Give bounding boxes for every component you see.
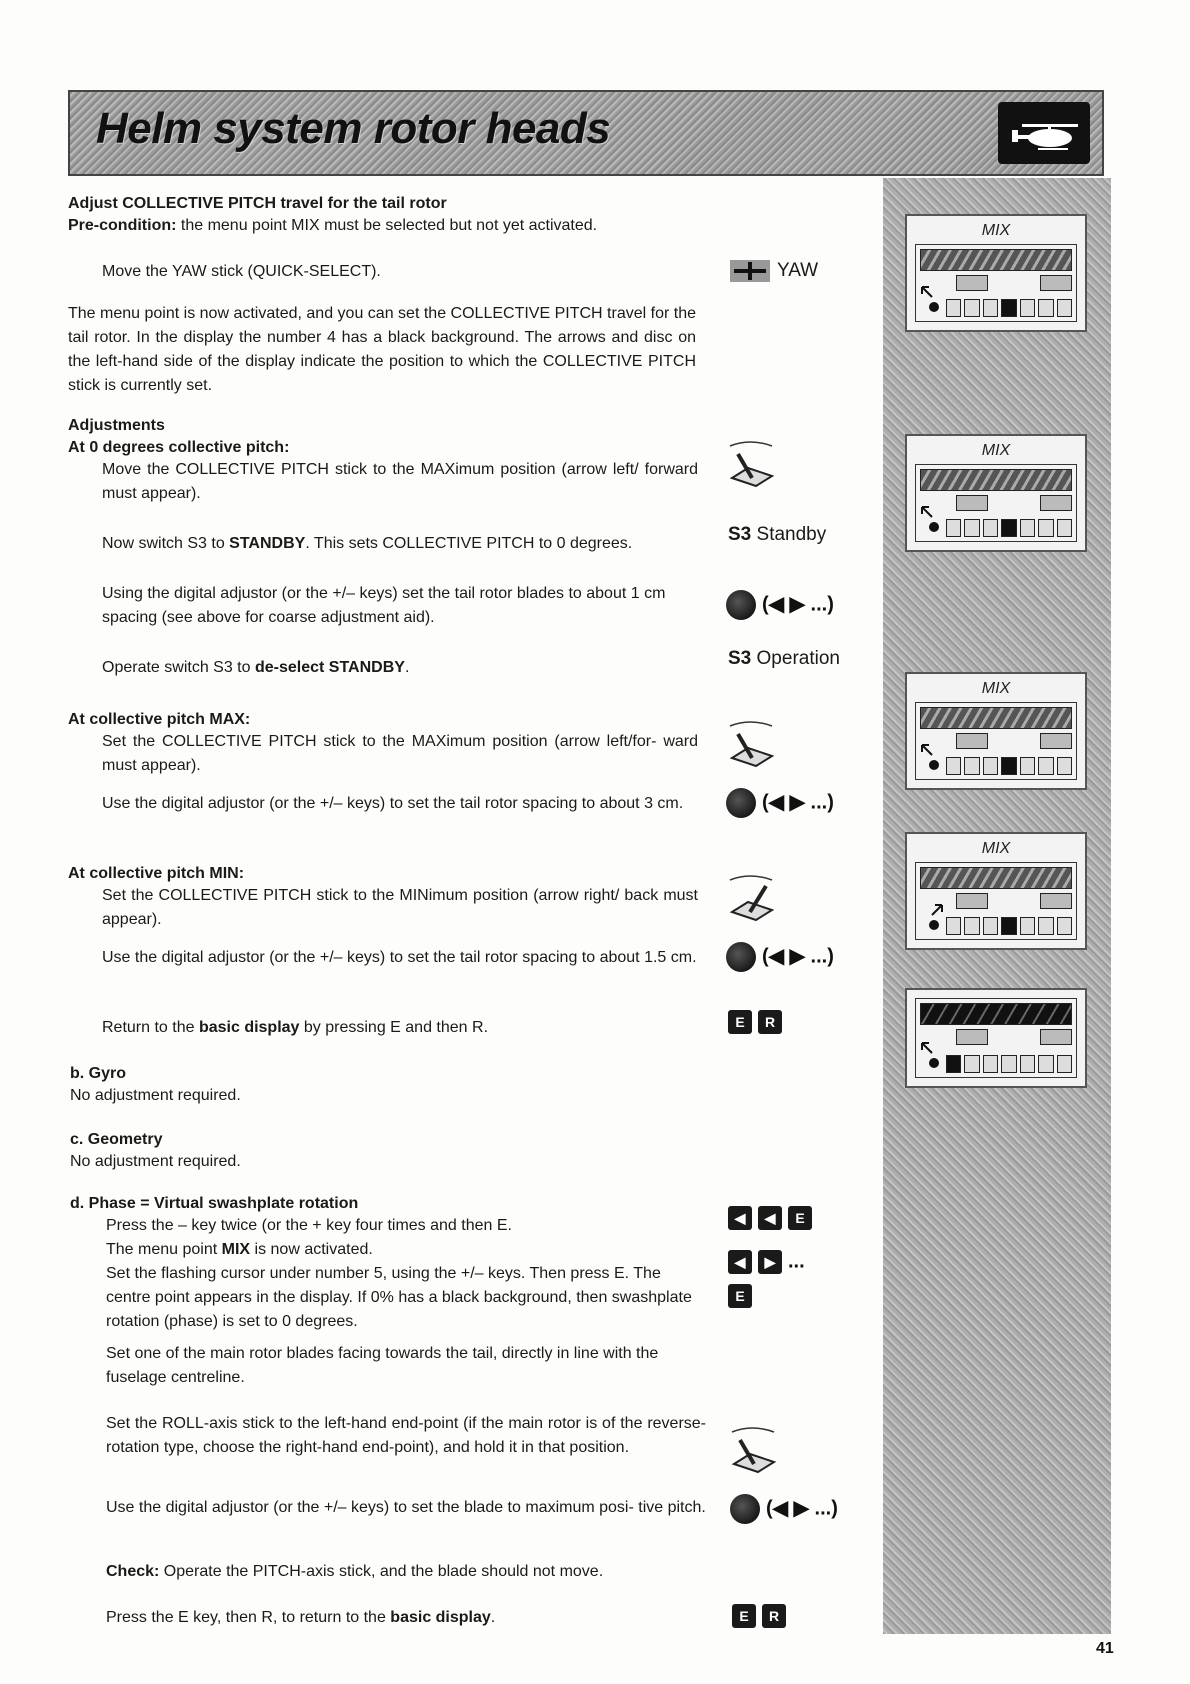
arrow-disc-icon [920, 285, 944, 317]
collective-stick-icon [726, 438, 778, 490]
paragraph: The menu point is now activated, and you can set the COLLECTIVE PITCH travel for the tail rotor. In the display the number 4 has a black background. The arrows and disc on the left-hand side of the display indicate the position to which the COLLECTIVE PITCH stick is currently set. [68, 305, 696, 394]
step-text: Use the digital adjustor (or the +/– keys) to set the blade to maximum posi- tive pitch. [106, 1499, 706, 1516]
step-text: The menu point MIX is now activated. [106, 1241, 373, 1258]
digital-adjustor-icon [726, 590, 756, 620]
step-text: Operate switch S3 to de-select STANDBY. [102, 659, 410, 676]
roll-stick-icon [728, 1424, 780, 1476]
key-e-icon: E [732, 1604, 756, 1628]
step-text: Set the flashing cursor under number 5, using the +/– keys. Then press E. The centre point appears in the display. If 0% has a black background, then swashplate rotation (phase) is set to 0 degrees. [106, 1265, 692, 1330]
step-text: Set the ROLL-axis stick to the left-hand end-point (if the main rotor is of the reverse-rotation type, choose the right-hand end-point), and hold it in that position. [106, 1415, 706, 1456]
precondition: Pre-condition: the menu point MIX must be selected but not yet activated. [68, 217, 598, 234]
adjustor-sequence: (◀ ▶ ...) [730, 1494, 838, 1524]
page-title: Helm system rotor heads [96, 104, 611, 153]
subheading: d. Phase = Virtual swashplate rotation [70, 1195, 359, 1212]
step-text: Use the digital adjustor (or the +/– keys) to set the tail rotor spacing to about 3 cm. [102, 795, 684, 812]
subheading: At 0 degrees collective pitch: [68, 439, 290, 456]
lcd-display [905, 672, 1087, 790]
collective-stick-icon [726, 872, 778, 924]
key-left-icon: ◀ [758, 1206, 782, 1230]
display-label: MIX [981, 680, 1011, 697]
adjustor-sequence: (◀ ▶ ...) [726, 942, 834, 972]
yaw-stick-icon [728, 256, 772, 286]
digital-adjustor-icon [730, 1494, 760, 1524]
digital-adjustor-icon [726, 788, 756, 818]
key-left-icon: ◀ [728, 1250, 752, 1274]
step-text: Move the YAW stick (QUICK-SELECT). [102, 263, 381, 280]
display-label: MIX [981, 840, 1011, 857]
step-text: Return to the basic display by pressing E and then R. [102, 1019, 489, 1036]
s3-standby-label: S3 Standby [728, 524, 827, 545]
lcd-display [905, 988, 1087, 1088]
key-e-icon: E [728, 1010, 752, 1034]
key-r-icon: R [762, 1604, 786, 1628]
arrow-disc-icon [920, 505, 944, 537]
page-number: 41 [1096, 1640, 1114, 1657]
display-label: MIX [981, 442, 1011, 459]
key-r-icon: R [758, 1010, 782, 1034]
step-text: Set the COLLECTIVE PITCH stick to the MAXimum position (arrow left/for- ward must appear). [102, 733, 698, 774]
subheading: b. Gyro [70, 1065, 127, 1082]
adjustor-sequence: (◀ ▶ ...) [726, 590, 834, 620]
key-left-icon: ◀ [728, 1206, 752, 1230]
paragraph: No adjustment required. [70, 1087, 241, 1104]
step-text: Set one of the main rotor blades facing towards the tail, directly in line with the fuselage centreline. [106, 1345, 659, 1386]
step-text: Move the COLLECTIVE PITCH stick to the MAXimum position (arrow left/ forward must appear). [102, 461, 698, 502]
subheading: At collective pitch MIN: [68, 865, 245, 882]
subheading: c. Geometry [70, 1131, 163, 1148]
display-label: MIX [981, 222, 1011, 239]
arrow-disc-icon [920, 1041, 944, 1073]
step-text: Check: Operate the PITCH-axis stick, and the blade should not move. [106, 1563, 604, 1580]
step-text: Using the digital adjustor (or the +/– keys) set the tail rotor blades to about 1 cm spacing (see above for coarse adjustment aid). [102, 585, 666, 626]
helicopter-icon [998, 102, 1090, 164]
section-banner [68, 90, 1104, 176]
key-e-icon: E [728, 1284, 752, 1308]
step-text: Now switch S3 to STANDBY. This sets COLLECTIVE PITCH to 0 degrees. [102, 535, 633, 552]
subheading: At collective pitch MAX: [68, 711, 251, 728]
collective-stick-icon [726, 718, 778, 770]
digital-adjustor-icon [726, 942, 756, 972]
lcd-display [905, 832, 1087, 950]
step-text: Use the digital adjustor (or the +/– keys) to set the tail rotor spacing to about 1.5 cm. [102, 949, 697, 966]
lcd-display [905, 434, 1087, 552]
key-sequence [728, 1206, 818, 1230]
display-sidebar [883, 178, 1111, 1634]
step-text: Press the – key twice (or the + key four times and then E. [106, 1217, 512, 1234]
step-text: Set the COLLECTIVE PITCH stick to the MINimum position (arrow right/ back must appear). [102, 887, 698, 928]
yaw-indicator: YAW [728, 256, 818, 286]
step-text: Press the E key, then R, to return to the basic display. [106, 1609, 496, 1626]
key-e-icon: E [788, 1206, 812, 1230]
key-sequence: ◀ ▶ ... [728, 1250, 805, 1274]
lcd-display [905, 214, 1087, 332]
key-sequence [728, 1284, 758, 1308]
key-sequence [728, 1010, 788, 1034]
key-sequence [732, 1604, 792, 1628]
arrow-disc-icon [920, 743, 944, 775]
paragraph: No adjustment required. [70, 1153, 241, 1170]
section-heading: Adjust COLLECTIVE PITCH travel for the tail rotor [68, 195, 447, 212]
key-right-icon: ▶ [758, 1250, 782, 1274]
s3-operation-label: S3 Operation [728, 648, 840, 669]
arrow-disc-icon [920, 903, 944, 935]
adjustor-sequence: (◀ ▶ ...) [726, 788, 834, 818]
section-heading: Adjustments [68, 417, 165, 434]
